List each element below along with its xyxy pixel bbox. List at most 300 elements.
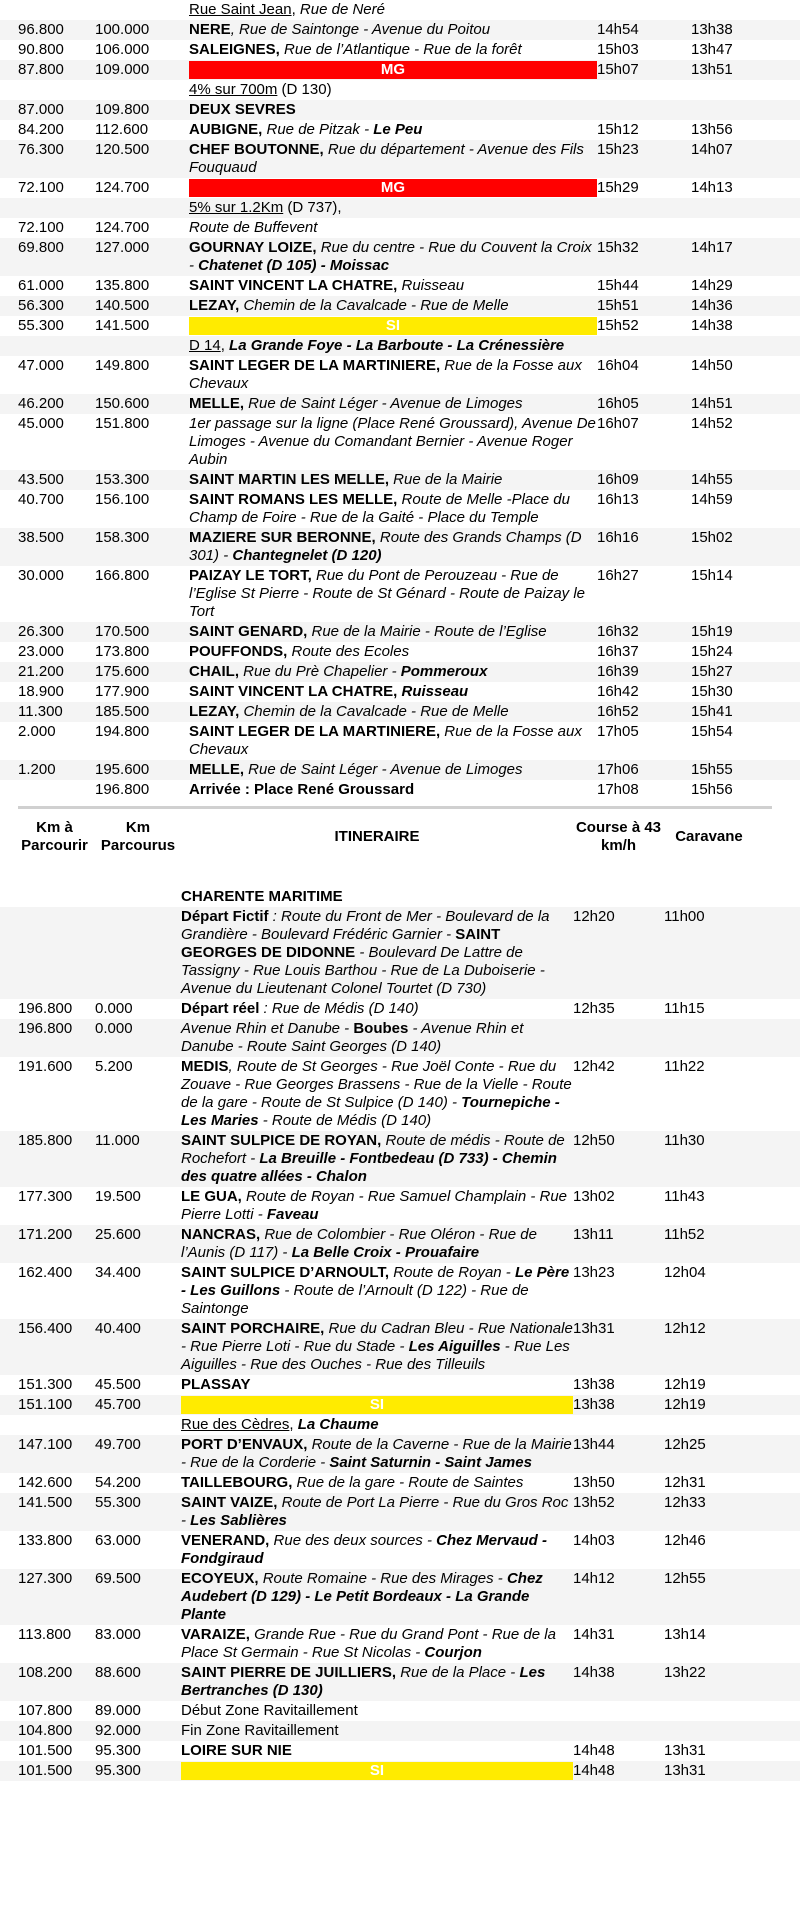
- itinerary-cell: [189, 1, 597, 19]
- mountain-prize-bar: MG: [189, 179, 597, 197]
- km-done-cell: 173.800: [95, 643, 150, 660]
- table-row: [0, 394, 800, 414]
- itinerary-text: Chez Mervaud - Fondgiraud: [181, 1532, 547, 1567]
- km-done-cell: 95.300: [95, 1742, 141, 1759]
- itinerary-text: Rue de la Mairie - Route de l’Eglise: [307, 623, 547, 640]
- itinerary-text: PLASSAY: [181, 1376, 251, 1393]
- itinerary-text: ECOYEUX,: [181, 1570, 259, 1587]
- itinerary-text: SAINT SULPICE DE ROYAN,: [181, 1132, 382, 1149]
- race-time-cell: 13h38: [573, 1376, 615, 1393]
- caravan-time-cell: 11h22: [664, 1058, 705, 1075]
- table-row: [0, 1473, 800, 1493]
- itinerary-text: SAINT ROMANS LES MELLE,: [189, 491, 398, 508]
- itinerary-text: Chemin de la Cavalcade - Rue de Melle: [239, 703, 509, 720]
- caravan-time-cell: 14h52: [691, 415, 733, 432]
- caravan-time-cell: 11h15: [664, 1000, 705, 1017]
- itinerary-text: Rue de Neré: [299, 1, 385, 18]
- km-remaining-cell: 87.800: [18, 61, 64, 78]
- itinerary-text: Départ réel: [181, 1000, 260, 1017]
- km-done-cell: 140.500: [95, 297, 150, 314]
- itinerary-cell: [189, 623, 597, 641]
- km-done-cell: 49.700: [95, 1436, 141, 1453]
- table-row: [0, 662, 800, 682]
- itinerary-text: Rue de la Fosse aux Chevaux: [189, 357, 582, 392]
- itinerary-text: Rue du centre - Rue du Couvent la Croix -: [189, 239, 592, 274]
- km-done-cell: 109.800: [95, 101, 150, 118]
- caravan-time-cell: 14h38: [691, 317, 733, 334]
- itinerary-cell: [181, 1320, 573, 1374]
- itinerary-cell: [181, 1188, 573, 1224]
- caravan-time-cell: 12h19: [664, 1396, 706, 1413]
- caravan-time-cell: 13h47: [691, 41, 733, 58]
- km-remaining-cell: 1.200: [18, 761, 56, 778]
- itinerary-text: Boubes: [353, 1020, 409, 1037]
- itinerary-cell: [181, 1570, 573, 1624]
- km-done-cell: 166.800: [95, 567, 150, 584]
- table-row: [0, 40, 800, 60]
- itinerary-text: Route de la Caverne - Rue de la Mairie - Rue de la Corderie -: [181, 1436, 572, 1471]
- caravan-time-cell: 12h25: [664, 1436, 706, 1453]
- itinerary-text: NERE: [189, 21, 231, 38]
- caravan-time-cell: 13h14: [664, 1626, 706, 1643]
- km-done-cell: 54.200: [95, 1474, 141, 1491]
- itinerary-text: Route de médis - Route de Rochefort -: [181, 1132, 565, 1167]
- km-done-cell: 40.400: [95, 1320, 141, 1337]
- km-done-cell: 92.000: [95, 1722, 141, 1739]
- itinerary-cell: [189, 781, 597, 799]
- mountain-prize-bar: MG: [189, 61, 597, 79]
- km-remaining-cell: 107.800: [18, 1702, 73, 1719]
- caravan-time-cell: 12h31: [664, 1474, 706, 1491]
- itinerary-text: SALEIGNES,: [189, 41, 280, 58]
- race-time-cell: 13h11: [573, 1226, 614, 1243]
- race-time-cell: 16h07: [597, 415, 639, 432]
- km-remaining-cell: 43.500: [18, 471, 64, 488]
- itinerary-table-charente-maritime: [0, 887, 800, 1781]
- itinerary-text: La Belle Croix - Prouafaire: [291, 1244, 480, 1261]
- itinerary-cell: [189, 415, 597, 469]
- table-row: [0, 1569, 800, 1625]
- race-time-cell: 17h06: [597, 761, 639, 778]
- itinerary-text: SAINT LEGER DE LA MARTINIERE,: [189, 723, 441, 740]
- itinerary-cell: [181, 1762, 573, 1780]
- race-time-cell: 15h52: [597, 317, 639, 334]
- itinerary-text: SAINT GENARD,: [189, 623, 308, 640]
- itinerary-text: ,: [291, 1, 300, 18]
- race-time-cell: 13h38: [573, 1396, 615, 1413]
- itinerary-cell: [189, 239, 597, 275]
- km-remaining-cell: 191.600: [18, 1058, 73, 1075]
- km-remaining-cell: 11.300: [18, 703, 63, 720]
- table-row: [0, 1701, 800, 1721]
- itinerary-cell: [189, 567, 597, 621]
- itinerary-text: Le Peu: [373, 121, 423, 138]
- itinerary-text: Les Sablières: [190, 1512, 287, 1529]
- itinerary-text: Route des Ecoles: [287, 643, 410, 660]
- km-remaining-cell: 84.200: [18, 121, 64, 138]
- itinerary-text: ,: [220, 337, 230, 354]
- itinerary-text: MAZIERE SUR BERONNE,: [189, 529, 376, 546]
- km-remaining-cell: 196.800: [18, 1020, 73, 1037]
- itinerary-text: - Avenue Rhin et Danube - Route Saint Georges (D 140): [181, 1020, 524, 1055]
- table-row: [0, 1225, 800, 1263]
- itinerary-text: Début Zone Ravitaillement: [181, 1702, 358, 1719]
- km-done-cell: 196.800: [95, 781, 150, 798]
- km-done-cell: 63.000: [95, 1532, 141, 1549]
- header-caravane: Caravane: [675, 828, 743, 845]
- race-time-cell: 13h52: [573, 1494, 615, 1511]
- itinerary-text: Rue de Saint Léger - Avenue de Limoges: [244, 761, 523, 778]
- itinerary-cell: [189, 337, 597, 355]
- itinerary-cell: [181, 1132, 573, 1186]
- table-row: [0, 528, 800, 566]
- table-row: [0, 702, 800, 722]
- km-done-cell: 11.000: [95, 1132, 140, 1149]
- itinerary-text: AUBIGNE,: [189, 121, 263, 138]
- itinerary-text: Pommeroux: [400, 663, 488, 680]
- km-done-cell: 0.000: [95, 1020, 133, 1037]
- itinerary-text: SAINT VINCENT LA CHATRE,: [189, 277, 398, 294]
- km-done-cell: 185.500: [95, 703, 150, 720]
- km-remaining-cell: 108.200: [18, 1664, 73, 1681]
- itinerary-cell: [181, 1020, 573, 1056]
- caravan-time-cell: 13h56: [691, 121, 733, 138]
- itinerary-cell: [181, 1396, 573, 1414]
- table-row: [0, 622, 800, 642]
- caravan-time-cell: 14h59: [691, 491, 733, 508]
- itinerary-text: LEZAY,: [189, 703, 240, 720]
- itinerary-text: Chez Audebert (D 129) - Le Petit Bordeaux - La Grande Plante: [181, 1570, 543, 1623]
- itinerary-cell: [181, 1416, 573, 1434]
- itinerary-text: Rue des deux sources -: [269, 1532, 437, 1549]
- itinerary-text: Rue de la gare - Route de Saintes: [292, 1474, 524, 1491]
- km-done-cell: 100.000: [95, 21, 150, 38]
- km-done-cell: 195.600: [95, 761, 150, 778]
- race-time-cell: 13h23: [573, 1264, 615, 1281]
- km-done-cell: 89.000: [95, 1702, 141, 1719]
- race-time-cell: 14h54: [597, 21, 639, 38]
- race-time-cell: 12h35: [573, 1000, 615, 1017]
- table-row: [0, 1375, 800, 1395]
- itinerary-text: , Route de St Georges - Rue Joël Conte - Rue du Zouave - Rue Georges Brassens - Rue de la Vielle - Route de la gare - Route de St Sulpice (D 140) -: [181, 1058, 572, 1111]
- itinerary-text: Rue Saint Jean: [189, 1, 292, 18]
- caravan-time-cell: 14h55: [691, 471, 733, 488]
- caravan-time-cell: 14h13: [691, 179, 733, 196]
- table-row: [0, 760, 800, 780]
- race-time-cell: 16h04: [597, 357, 639, 374]
- itinerary-cell: [189, 219, 597, 237]
- km-remaining-cell: 18.900: [18, 683, 64, 700]
- itinerary-cell: [189, 663, 597, 681]
- km-remaining-cell: 104.800: [18, 1722, 73, 1739]
- itinerary-text: SAINT PORCHAIRE,: [181, 1320, 325, 1337]
- table-row: [0, 1057, 800, 1131]
- itinerary-cell: [189, 21, 597, 39]
- caravan-time-cell: 12h46: [664, 1532, 706, 1549]
- race-time-cell: 14h12: [573, 1570, 615, 1587]
- itinerary-table-deux-sevres: [0, 0, 800, 800]
- table-row: [0, 1395, 800, 1415]
- race-time-cell: 13h50: [573, 1474, 615, 1491]
- km-remaining-cell: 101.500: [18, 1762, 73, 1779]
- race-time-cell: 16h05: [597, 395, 639, 412]
- itinerary-cell: [189, 141, 597, 177]
- table-row: [0, 1019, 800, 1057]
- caravan-time-cell: 14h07: [691, 141, 733, 158]
- km-done-cell: 19.500: [95, 1188, 141, 1205]
- race-time-cell: 15h29: [597, 179, 639, 196]
- caravan-time-cell: 12h19: [664, 1376, 706, 1393]
- km-done-cell: 170.500: [95, 623, 150, 640]
- header-itineraire: ITINERAIRE: [334, 828, 420, 845]
- km-done-cell: 127.000: [95, 239, 150, 256]
- km-done-cell: 88.600: [95, 1664, 141, 1681]
- itinerary-cell: [181, 1626, 573, 1662]
- caravan-time-cell: 14h36: [691, 297, 733, 314]
- caravan-time-cell: 15h02: [691, 529, 733, 546]
- km-remaining-cell: 76.300: [18, 141, 64, 158]
- table-row: [0, 238, 800, 276]
- km-remaining-cell: 156.400: [18, 1320, 73, 1337]
- itinerary-text: SAINT SULPICE D’ARNOULT,: [181, 1264, 390, 1281]
- itinerary-text: CHARENTE MARITIME: [181, 888, 343, 905]
- itinerary-text: PAIZAY LE TORT,: [189, 567, 312, 584]
- km-remaining-cell: 185.800: [18, 1132, 73, 1149]
- km-remaining-cell: 69.800: [18, 239, 64, 256]
- table-row: [0, 907, 800, 999]
- itinerary-text: VARAIZE,: [181, 1626, 250, 1643]
- itinerary-text: , Rue de Saintonge - Avenue du Poitou: [230, 21, 491, 38]
- km-remaining-cell: 141.500: [18, 1494, 73, 1511]
- itinerary-text: SAINT PIERRE DE JUILLIERS,: [181, 1664, 397, 1681]
- km-done-cell: 25.600: [95, 1226, 141, 1243]
- table-row: [0, 1319, 800, 1375]
- caravan-time-cell: 15h41: [691, 703, 733, 720]
- itinerary-cell: [189, 41, 597, 59]
- km-remaining-cell: 21.200: [18, 663, 64, 680]
- itinerary-text: : Route du Front de Mer - Boulevard de la Grandière - Boulevard Frédéric Garnier -: [181, 908, 550, 943]
- itinerary-cell: [189, 297, 597, 315]
- itinerary-text: Rue de l’Atlantique - Rue de la forêt: [279, 41, 522, 58]
- km-remaining-cell: 142.600: [18, 1474, 73, 1491]
- itinerary-text: Rue de la Mairie: [389, 471, 503, 488]
- caravan-time-cell: 15h54: [691, 723, 733, 740]
- itinerary-cell: [189, 643, 597, 661]
- km-done-cell: 124.700: [95, 219, 150, 236]
- itinerary-text: Ruisseau: [401, 683, 469, 700]
- km-remaining-cell: 196.800: [18, 1000, 73, 1017]
- table-row: [0, 140, 800, 178]
- caravan-time-cell: 14h51: [691, 395, 733, 412]
- race-time-cell: 15h23: [597, 141, 639, 158]
- caravan-time-cell: 12h12: [664, 1320, 706, 1337]
- km-remaining-cell: 177.300: [18, 1188, 73, 1205]
- itinerary-text: ,: [289, 1416, 298, 1433]
- itinerary-cell: [189, 683, 597, 701]
- itinerary-cell: [189, 357, 597, 393]
- km-remaining-cell: 40.700: [18, 491, 64, 508]
- km-done-cell: 124.700: [95, 179, 150, 196]
- table-row: [0, 1493, 800, 1531]
- race-time-cell: 15h03: [597, 41, 639, 58]
- caravan-time-cell: 15h56: [691, 781, 733, 798]
- intermediate-sprint-bar: SI: [181, 1762, 573, 1780]
- table-row: [0, 1435, 800, 1473]
- km-done-cell: 177.900: [95, 683, 150, 700]
- km-remaining-cell: 101.500: [18, 1742, 73, 1759]
- race-time-cell: 16h32: [597, 623, 639, 640]
- race-time-cell: 17h05: [597, 723, 639, 740]
- table-header: [0, 809, 800, 865]
- km-done-cell: 34.400: [95, 1264, 141, 1281]
- itinerary-text: : Rue de Médis (D 140): [259, 1000, 419, 1017]
- header-course: Course à 43 km/h: [575, 819, 662, 854]
- itinerary-cell: [181, 888, 573, 906]
- race-time-cell: 12h20: [573, 908, 615, 925]
- km-done-cell: 150.600: [95, 395, 150, 412]
- itinerary-text: 1er passage sur la ligne (Place René Groussard), Avenue De Limoges - Avenue du Comandant Bernier - Avenue Roger Aubin: [189, 415, 596, 468]
- race-time-cell: 16h09: [597, 471, 639, 488]
- race-time-cell: 15h07: [597, 61, 639, 78]
- table-row: [0, 1625, 800, 1663]
- race-time-cell: 13h44: [573, 1436, 615, 1453]
- km-done-cell: 153.300: [95, 471, 150, 488]
- itinerary-cell: [189, 199, 597, 217]
- itinerary-text: LEZAY,: [189, 297, 240, 314]
- table-row: [0, 682, 800, 702]
- caravan-time-cell: 15h55: [691, 761, 733, 778]
- race-time-cell: 17h08: [597, 781, 639, 798]
- itinerary-text: (D 130): [277, 81, 332, 98]
- km-remaining-cell: 56.300: [18, 297, 64, 314]
- table-row: [0, 1263, 800, 1319]
- itinerary-text: DEUX SEVRES: [189, 101, 296, 118]
- itinerary-text: Grande Rue - Rue du Grand Pont - Rue de la Place St Germain - Rue St Nicolas -: [181, 1626, 556, 1661]
- itinerary-cell: [181, 1722, 573, 1740]
- intermediate-sprint-bar: SI: [181, 1396, 573, 1414]
- km-remaining-cell: 46.200: [18, 395, 64, 412]
- km-remaining-cell: 151.100: [18, 1396, 73, 1413]
- itinerary-text: Avenue Rhin et Danube -: [181, 1020, 354, 1037]
- itinerary-text: Ruisseau: [397, 277, 465, 294]
- km-done-cell: 45.500: [95, 1376, 141, 1393]
- km-done-cell: 158.300: [95, 529, 150, 546]
- table-row: [0, 198, 800, 218]
- itinerary-text: Courjon: [424, 1644, 482, 1661]
- itinerary-text: La Grande Foye - La Barboute - La Crénessière: [229, 337, 565, 354]
- table-row: [0, 1415, 800, 1435]
- itinerary-text: 5% sur 1.2Km: [189, 199, 284, 216]
- race-time-cell: 14h38: [573, 1664, 615, 1681]
- km-remaining-cell: 38.500: [18, 529, 64, 546]
- km-remaining-cell: 96.800: [18, 21, 64, 38]
- itinerary-cell: [181, 1742, 573, 1760]
- race-time-cell: 14h48: [573, 1742, 615, 1759]
- race-time-cell: 16h37: [597, 643, 639, 660]
- km-remaining-cell: 72.100: [18, 179, 64, 196]
- itinerary-text: CHEF BOUTONNE,: [189, 141, 324, 158]
- itinerary-text: Rue de la Place -: [396, 1664, 520, 1681]
- table-row: [0, 999, 800, 1019]
- km-done-cell: 151.800: [95, 415, 150, 432]
- itinerary-text: - Route de l’Arnoult (D 122) - Rue de Saintonge: [181, 1282, 529, 1317]
- caravan-time-cell: 15h30: [691, 683, 733, 700]
- header-km-a-parcourir: Km à Parcourir: [21, 819, 88, 854]
- caravan-time-cell: 13h22: [664, 1664, 706, 1681]
- itinerary-cell: [189, 121, 597, 139]
- km-remaining-cell: 162.400: [18, 1264, 73, 1281]
- caravan-time-cell: 15h19: [691, 623, 733, 640]
- itinerary-text: TAILLEBOURG,: [181, 1474, 293, 1491]
- itinerary-text: D 14: [189, 337, 221, 354]
- km-done-cell: 95.300: [95, 1762, 141, 1779]
- table-row: [0, 1761, 800, 1781]
- itinerary-text: GOURNAY LOIZE,: [189, 239, 317, 256]
- itinerary-cell: [189, 723, 597, 759]
- caravan-time-cell: 13h31: [664, 1762, 706, 1779]
- km-done-cell: 141.500: [95, 317, 150, 334]
- table-row: [0, 722, 800, 760]
- table-row: [0, 1131, 800, 1187]
- caravan-time-cell: 11h30: [664, 1132, 705, 1149]
- km-remaining-cell: 61.000: [18, 277, 64, 294]
- itinerary-cell: [189, 703, 597, 721]
- itinerary-text: LOIRE SUR NIE: [181, 1742, 292, 1759]
- km-remaining-cell: 133.800: [18, 1532, 73, 1549]
- race-time-cell: 16h13: [597, 491, 639, 508]
- km-remaining-cell: 45.000: [18, 415, 64, 432]
- race-time-cell: 16h27: [597, 567, 639, 584]
- table-row: [0, 296, 800, 316]
- caravan-time-cell: 13h51: [691, 61, 733, 78]
- caravan-time-cell: 15h14: [691, 567, 733, 584]
- race-time-cell: 16h39: [597, 663, 639, 680]
- table-row: [0, 642, 800, 662]
- itinerary-cell: [189, 529, 597, 565]
- itinerary-cell: [181, 1000, 573, 1018]
- table-row: [0, 566, 800, 622]
- itinerary-cell: [189, 277, 597, 295]
- itinerary-text: Rue des Cèdres: [181, 1416, 290, 1433]
- table-row: [0, 178, 800, 198]
- caravan-time-cell: 12h04: [664, 1264, 706, 1281]
- itinerary-text: NANCRAS,: [181, 1226, 261, 1243]
- itinerary-text: Chantegnelet (D 120): [232, 547, 382, 564]
- itinerary-text: Rue du Cadran Bleu - Rue Nationale - Rue Pierre Loti - Rue du Stade -: [181, 1320, 573, 1355]
- km-remaining-cell: 151.300: [18, 1376, 73, 1393]
- itinerary-cell: [181, 1436, 573, 1472]
- km-done-cell: 156.100: [95, 491, 150, 508]
- itinerary-text: Les Bertranches (D 130): [181, 1664, 546, 1699]
- itinerary-text: MELLE,: [189, 395, 244, 412]
- itinerary-cell: [181, 1664, 573, 1700]
- km-remaining-cell: 72.100: [18, 219, 64, 236]
- itinerary-cell: [189, 61, 597, 79]
- itinerary-text: Rue de Pitzak -: [262, 121, 374, 138]
- itinerary-text: Rue du Pont de Perouzeau - Rue de l’Eglise St Pierre - Route de St Génard - Route de Paizay le Tort: [189, 567, 586, 620]
- caravan-time-cell: 12h55: [664, 1570, 706, 1587]
- itinerary-text: Rue de Colombier - Rue Oléron - Rue de l’Aunis (D 117) -: [181, 1226, 537, 1261]
- km-remaining-cell: 90.800: [18, 41, 64, 58]
- header-km-parcourus: Km Parcourus: [100, 819, 176, 854]
- race-time-cell: 14h03: [573, 1532, 615, 1549]
- itinerary-text: PORT D’ENVAUX,: [181, 1436, 308, 1453]
- itinerary-text: Fin Zone Ravitaillement: [181, 1722, 339, 1739]
- itinerary-text: MEDIS: [181, 1058, 229, 1075]
- table-row: [0, 276, 800, 296]
- itinerary-text: POUFFONDS,: [189, 643, 288, 660]
- km-done-cell: 175.600: [95, 663, 150, 680]
